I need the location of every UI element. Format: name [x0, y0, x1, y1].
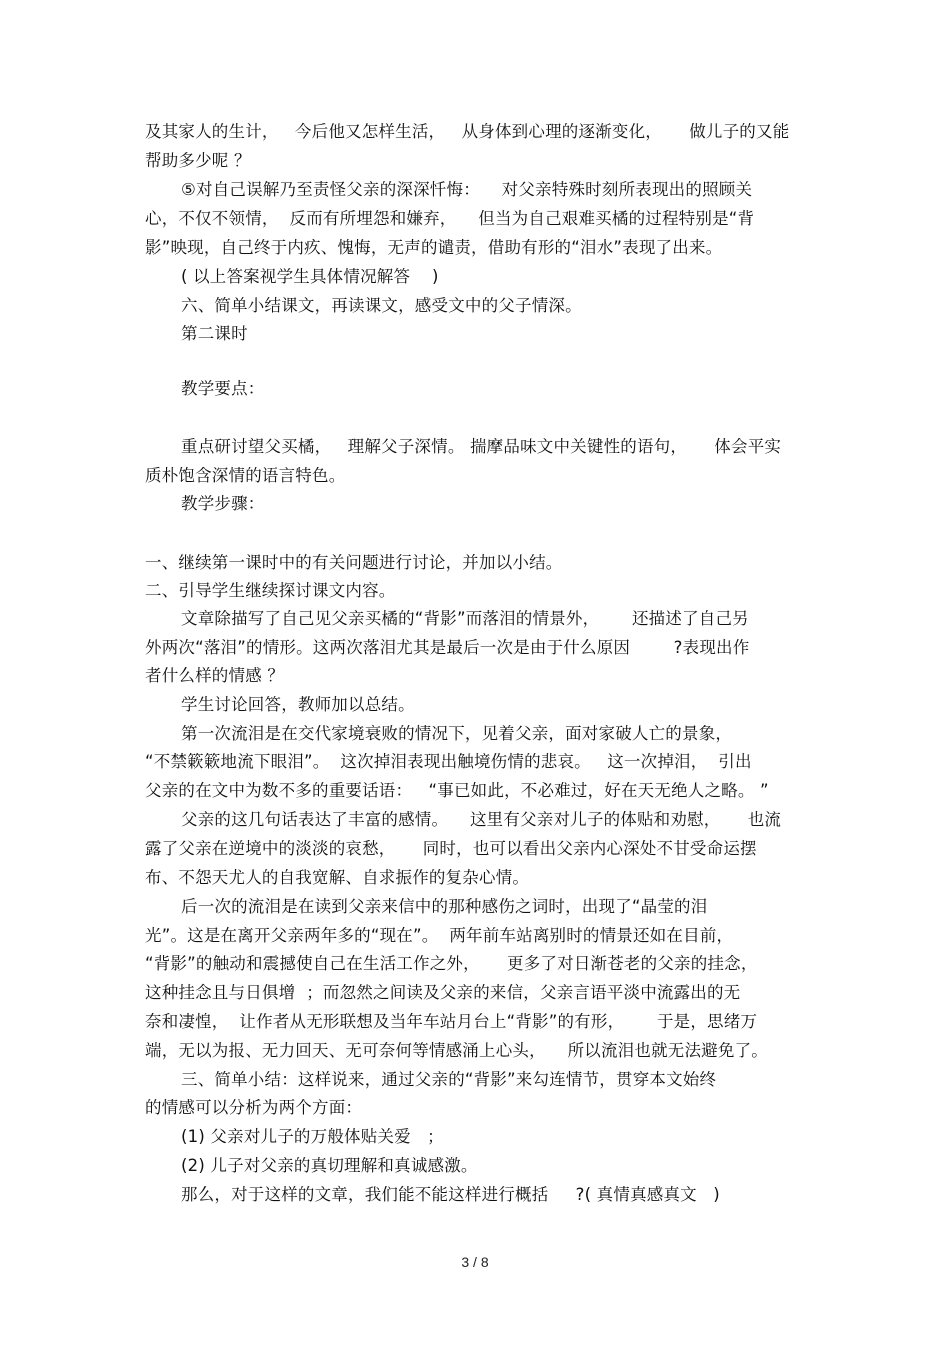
section-heading: 第二课时 — [181, 324, 248, 343]
text-line: 后一次的流泪是在读到父亲来信中的那种感伤之词时，出现了“晶莹的泪 — [181, 897, 708, 916]
list-item: (1) 父亲对儿子的万般体贴关爱 ； — [181, 1127, 444, 1146]
text-line: “不禁簌簌地流下眼泪”。 这次掉泪表现出触境伤情的悲哀。 这一次掉泪， 引出 — [145, 752, 752, 771]
text-line: 这种挂念且与日俱增 ；而忽然之间读及父亲的来信，父亲言语平淡中流露出的无 — [145, 983, 741, 1002]
text-line: 奈和凄惶， 让作者从无形联想及当年车站月台上“背影”的有形， 于是，思绪万 — [145, 1012, 758, 1031]
text-line: 重点研讨望父买橘， 理解父子深情。 揣摩品味文中关键性的语句， 体会平实 — [181, 437, 782, 456]
text-line: 帮助多少呢 ？ — [145, 151, 251, 170]
text-line: 光”。这是在离开父亲两年多的“现在”。 两年前车站离别时的情景还如在目前， — [145, 926, 734, 945]
text-line: 文章除描写了自己见父亲买橘的“背影”而落泪的情景外， 还描述了自己另 — [181, 609, 749, 628]
text-line: 露了父亲在逆境中的淡淡的哀愁， 同时，也可以看出父亲内心深处不甘受命运摆 — [145, 839, 757, 858]
text-line: 及其家人的生计， 今后他又怎样生活， 从身体到心理的逐渐变化， 做儿子的又能 — [145, 122, 790, 141]
text-line: 质朴饱含深情的语言特色。 — [145, 466, 346, 485]
text-line: 心，不仅不领情， 反而有所埋怨和嫌弃， 但当为自己艰难买橘的过程特别是“背 — [145, 209, 755, 228]
page-number: 3 / 8 — [461, 1254, 489, 1270]
text-line: 端，无以为报、无力回天、无可奈何等情感涌上心头， 所以流泪也就无法避免了。 — [145, 1041, 768, 1060]
section-heading: 教学要点： — [181, 379, 265, 398]
text-line: 的情感可以分析为两个方面： — [145, 1098, 363, 1117]
text-line: 父亲的在文中为数不多的重要话语： “事已如此，不必难过，好在天无绝人之略。 ” — [145, 781, 769, 800]
text-line: 者什么样的情感 ？ — [145, 666, 285, 685]
text-line: “背影”的触动和震撼使自己在生活工作之外， 更多了对日渐苍老的父亲的挂念， — [145, 954, 758, 973]
text-line: 二、引导学生继续探讨课文内容。 — [145, 581, 396, 600]
text-line: 三、简单小结：这样说来，通过父亲的“背影”来勾连情节，贯穿本文始终 — [181, 1070, 717, 1089]
text-line: ⑤对自己误解乃至责怪父亲的深深忏悔： 对父亲特殊时刻所表现出的照顾关 — [181, 180, 753, 199]
text-line: 父亲的这几句话表达了丰富的感情。 这里有父亲对儿子的体贴和劝慰， 也流 — [181, 810, 782, 829]
text-line: ( 以上答案视学生具体情况解答 ) — [181, 267, 439, 286]
text-line: 学生讨论回答，教师加以总结。 — [181, 695, 415, 714]
section-heading: 教学步骤： — [181, 494, 265, 513]
text-line: 外两次“落泪”的情形。这两次落泪尤其是最后一次是由于什么原因 ?表现出作 — [145, 638, 750, 657]
text-line: 六、简单小结课文，再读课文，感受文中的父子情深。 — [181, 296, 582, 315]
list-item: (2) 儿子对父亲的真切理解和真诚感激。 — [181, 1156, 478, 1175]
text-line: 一、继续第一课时中的有关问题进行讨论，并加以小结。 — [145, 553, 563, 572]
text-line: 影”映现，自己终于内疚、愧悔，无声的谴责，借助有形的“泪水”表现了出来。 — [145, 238, 723, 257]
text-line: 第一次流泪是在交代家境衰败的情况下，见着父亲，面对家破人亡的景象， — [181, 724, 733, 743]
text-line: 那么，对于这样的文章，我们能不能这样进行概括 ?( 真情真感真文 ) — [181, 1185, 720, 1204]
text-line: 布、不怨天尤人的自我宽解、自求振作的复杂心情。 — [145, 868, 530, 887]
